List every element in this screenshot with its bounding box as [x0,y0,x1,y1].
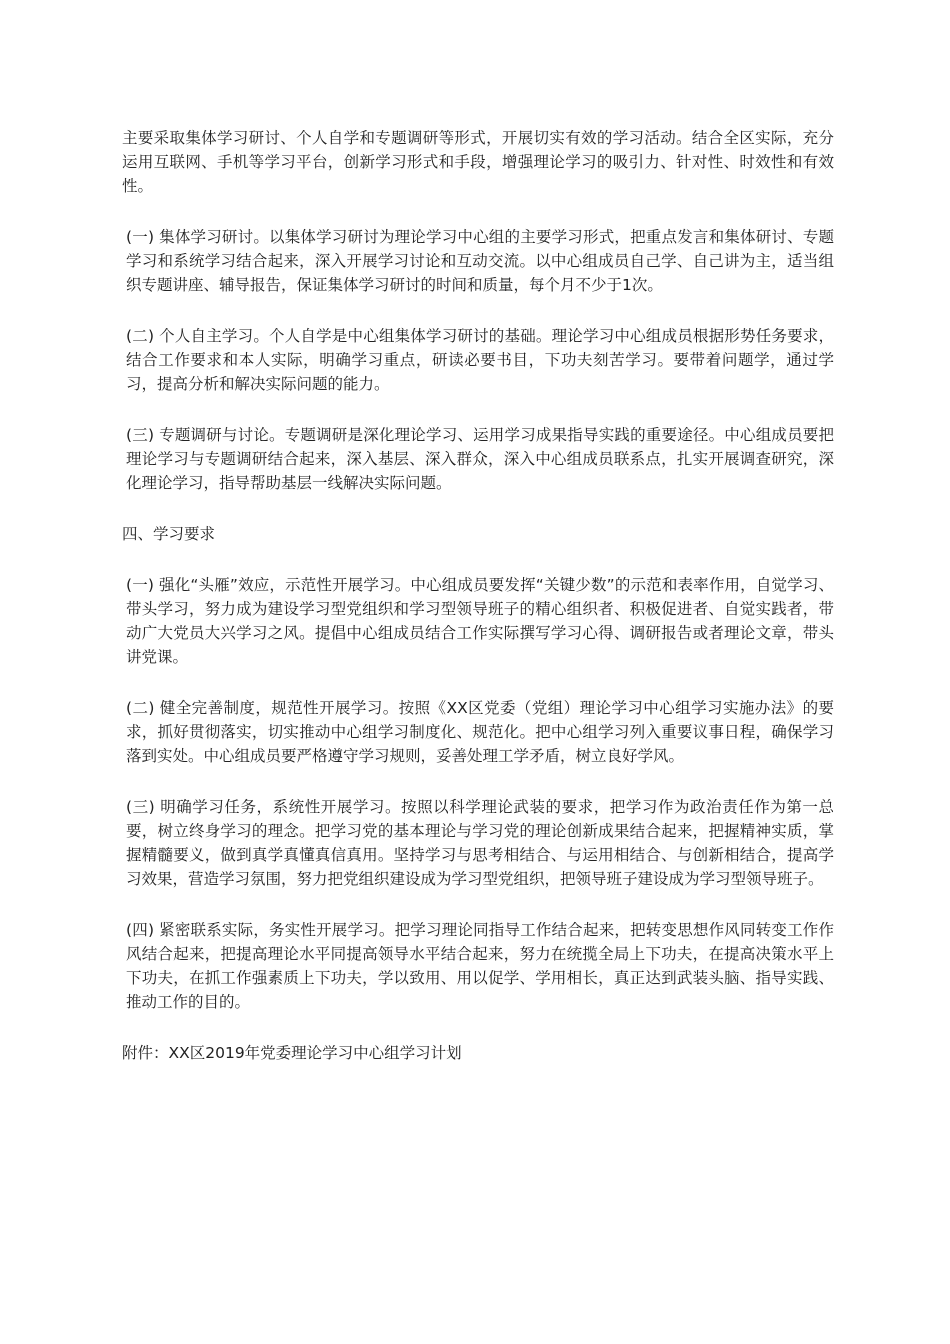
form-paragraph-2: (二) 个人自主学习。个人自学是中心组集体学习研讨的基础。理论学习中心组成员根据形势任务要求，结合工作要求和本人实际，明确学习重点，研读必要书目，下功夫刻苦学习。要带着问题学，通过学习，提高分析和解决实际问题的能力。 [126,327,834,393]
intro-paragraph: 主要采取集体学习研讨、个人自学和专题调研等形式，开展切实有效的学习活动。结合全区实际，充分运用互联网、手机等学习平台，创新学习形式和手段，增强理论学习的吸引力、针对性、时效性和有效性。 [122,129,834,195]
section-heading: 四、学习要求 [122,525,216,543]
form-paragraph-3: (三) 专题调研与讨论。专题调研是深化理论学习、运用学习成果指导实践的重要途径。中心组成员要把理论学习与专题调研结合起来，深入基层、深入群众，深入中心组成员联系点，扎实开展调查研究，深化理论学习，指导帮助基层一线解决实际问题。 [126,426,834,492]
requirement-paragraph-2: (二) 健全完善制度，规范性开展学习。按照《XX区党委（党组）理论学习中心组学习实施办法》的要求，抓好贯彻落实，切实推动中心组学习制度化、规范化。把中心组学习列入重要议事日程，确保学习落到实处。中心组成员要严格遵守学习规则，妥善处理工学矛盾，树立良好学风。 [126,699,834,765]
form-paragraph-1: (一) 集体学习研讨。以集体学习研讨为理论学习中心组的主要学习形式，把重点发言和集体研讨、专题学习和系统学习结合起来，深入开展学习讨论和互动交流。以中心组成员自己学、自己讲为主，适当组织专题讲座、辅导报告，保证集体学习研讨的时间和质量，每个月不少于1次。 [126,228,834,294]
requirement-paragraph-4: (四) 紧密联系实际，务实性开展学习。把学习理论同指导工作结合起来，把转变思想作风同转变工作作风结合起来，把提高理论水平同提高领导水平结合起来，努力在统揽全局上下功夫，在提高决策水平上下功夫，在抓工作强素质上下功夫，学以致用、用以促学、学用相长，真正达到武装头脑、指导实践、推动工作的目的。 [126,921,834,1011]
requirement-paragraph-1: (一) 强化“头雁”效应，示范性开展学习。中心组成员要发挥“关键少数”的示范和表率作用，自觉学习、带头学习，努力成为建设学习型党组织和学习型领导班子的精心组织者、积极促进者、自觉实践者，带动广大党员大兴学习之风。提倡中心组成员结合工作实际撰写学习心得、调研报告或者理论文章，带头讲党课。 [126,576,834,666]
document-body [122,126,834,1065]
requirement-paragraph-3: (三) 明确学习任务，系统性开展学习。按照以科学理论武装的要求，把学习作为政治责任作为第一总要，树立终身学习的理念。把学习党的基本理论与学习党的理论创新成果结合起来，把握精神实质，掌握精髓要义，做到真学真懂真信真用。坚持学习与思考相结合、与运用相结合、与创新相结合，提高学习效果，营造学习氛围，努力把党组织建设成为学习型党组织，把领导班子建设成为学习型领导班子。 [126,798,834,888]
annex-line: 附件：XX区2019年党委理论学习中心组学习计划 [122,1044,462,1062]
